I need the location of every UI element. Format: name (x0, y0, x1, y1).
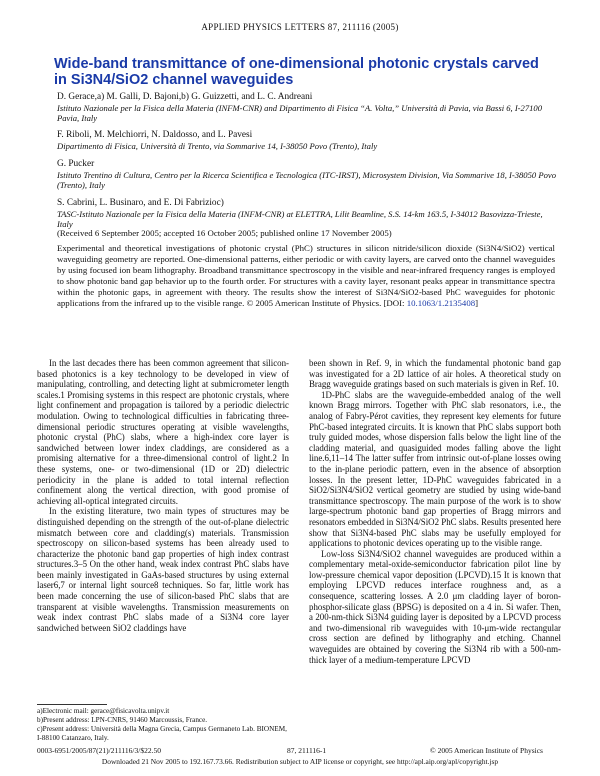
affiliation-3: Istituto Trentino di Cultura, Centro per la Ricerca Scientifica e Tecnologica (ITC-IRST), Microsystem Division, Via Sommarive 18, I-38050 Povo (Trento), Italy (57, 170, 557, 190)
paragraph: Low-loss Si3N4/SiO2 channel waveguides are produced within a complementary metal-oxide-semiconductor fabrication pilot line by low-pressure chemical vapor deposition (LPCVD).15 It is known that employing LPCVD reduces interface roughness and, as a consequence, scattering losses. A 2.0 μm cladding layer of boron-phosphor-silicate glass (BPSG) is deposited on a 4 in. Si wafer. Then, a 200-nm-thick Si3N4 guiding layer is deposited by a LPCVD process and two-dimensional rib waveguides with 10-μm-wide rectangular cross section are defined by lithography and etching. Channel waveguides are obtained by covering the Si3N4 rib with a 500-nm-thick layer of a medium-temperature LPCVD (309, 548, 561, 665)
affiliation-1: Istituto Nazionale per la Fisica della Materia (INFM-CNR) and Dipartimento di Fisica “A. Volta,” Università di Pavia, via Bassi 6, I-27100 Pavia, Italy (57, 103, 543, 123)
paragraph: 1D-PhC slabs are the waveguide-embedded analog of the well known Bragg mirrors. Together with PhC slab resonators, i.e., the analog of Fabry-Pérot cavities, they represent key elements for future PhC-based integrated circuits. It is known that PhC slabs support both truly guided modes, whose dispersion falls below the light line of the cladding material, and quasiguided modes falling above the light line.6,11–14 The latter suffer from intrinsic out-of-plane losses owing to the in-plane periodic pattern, even in the absence of absorption losses. In the present letter, 1D-PhC waveguides fabricated in a SiO2/Si3N4/SiO2 vertical geometry are studied by using wide-band transmittance spectroscopy. The main purpose of the work is to show large-spectrum photonic band gap properties of Bragg mirrors and resonators embedded in Si3N4/SiO2 PhC slabs. Results presented here show that Si3N4-based PhC slabs may be usefully employed for applications to photonic devices operating up to the visible range. (309, 389, 561, 549)
article-title: Wide-band transmittance of one-dimensional photonic crystals carved in Si3N4/SiO2 channel waveguides (54, 56, 539, 88)
footnote-3: c)Present address: Università della Magna Grecia, Campus Germaneto Lab. BIONEM, I-88100 Catanzaro, Italy. (37, 725, 287, 742)
paragraph: been shown in Ref. 9, in which the fundamental photonic band gap was investigated for a 2D lattice of air holes. A theoretical study on Bragg waveguide gratings based on such materials is given in Ref. 10. (309, 358, 561, 390)
doi-link[interactable]: 10.1063/1.2135408 (406, 298, 476, 308)
left-column (37, 358, 289, 633)
doi-prefix: [DOI: (383, 298, 407, 308)
doi-suffix: ] (475, 298, 479, 308)
abstract (57, 243, 555, 309)
journal-header: APPLIED PHYSICS LETTERS 87, 211116 (2005) (201, 22, 399, 32)
author-line-1: D. Gerace,a) M. Galli, D. Bajoni,b) G. Guizzetti, and L. C. Andreani (57, 92, 313, 102)
download-notice: Downloaded 21 Nov 2005 to 192.167.73.66. Redistribution subject to AIP license or copyright, see http://apl.aip.org/apl/copyright.jsp (101, 757, 499, 766)
footer-issn: 0003-6951/2005/87(21)/211116/3/$22.50 (37, 746, 161, 755)
received-dates: (Received 6 September 2005; accepted 16 October 2005; published online 17 November 2005) (57, 228, 392, 238)
author-line-4: S. Cabrini, L. Businaro, and E. Di Fabrizioc) (57, 198, 224, 208)
affiliation-4: TASC-Istituto Nazionale per la Fisica della Materia (INFM-CNR) at ELETTRA, Lilit Beamline, S.S. 14-km 163.5, I-34012 Basovizza-Trieste, Italy (57, 209, 543, 229)
paragraph: In the last decades there has been common agreement that silicon-based photonics is a key technology to be developed in view of manipulating, controlling, and detecting light at submicrometer length scales.1 Promising systems in this respect are photonic crystals, where light confinement and propagation is tailored by a periodic dielectric modulation. Owing to technological difficulties in fabricating three-dimensional periodic structures operating at visible wavelengths, photonic crystal (PhC) slabs, where a high-index core layer is sandwiched between lower index claddings, are considered as a promising alternative for a three-dimensional control of light.2 In these systems, one- or two-dimensional (1D or 2D) dielectric periodicity in the plane is added to total internal reflection confinement along the vertical direction, with good promise of achieving all-optical integrated circuits. (37, 358, 289, 506)
footer-copyright: © 2005 American Institute of Physics (430, 746, 543, 755)
footnote-1: a)Electronic mail: gerace@fisicavolta.unipv.it (37, 707, 170, 715)
abstract-text: Experimental and theoretical investigations of photonic crystal (PhC) structures in silicon nitride/silicon dioxide (Si3N4/SiO2) vertical waveguiding geometry are reported. One-dimensional patterns, either periodic or with cavity layers, are carved onto the channel waveguides by using focused ion beam lithography. Broadband transmittance spectroscopy in the visible and near-infrared frequency ranges is employed to show photonic band gap behavior up to the fourth order. For structures with a cavity layer, resonant peaks appear in transmittance spectra within the photonic gaps, in agreement with theory. The results show the interest of Si3N4/SiO2-based PhC waveguides for photonic applications from the infrared up to the visible range. © 2005 American Institute of Physics. (57, 243, 555, 308)
right-column (309, 358, 561, 665)
author-line-2: F. Riboli, M. Melchiorri, N. Daldosso, and L. Pavesi (57, 130, 253, 140)
author-line-3: G. Pucker (57, 159, 95, 169)
affiliation-2: Dipartimento di Fisica, Università di Trento, via Sommarive 14, I-38050 Povo (Trento), Italy (57, 141, 378, 151)
footer-page: 87, 211116-1 (287, 746, 327, 755)
footnote-divider (37, 704, 107, 705)
footnote-2: b)Present address: LPN-CNRS, 91460 Marcoussis, France. (37, 716, 208, 724)
paragraph: In the existing literature, two main types of structures may be distinguished depending on the strength of the out-of-plane dielectric mismatch between core and cladding(s) materials. Transmission spectroscopy on silicon-based systems has been already used to characterize the photonic band gap properties of high index contrast structures.3–5 On the other hand, weak index contrast PhC slabs have been mainly investigated in GaAs-based structures by using external laser6,7 or internal light source8 techniques. So far, little work has been made concerning the use of silicon-based PhC slabs that are transparent at visible wavelengths. Transmission measurements on weak index contrast PhC slabs made of a Si3N4 core layer sandwiched between SiO2 claddings have (37, 506, 289, 633)
